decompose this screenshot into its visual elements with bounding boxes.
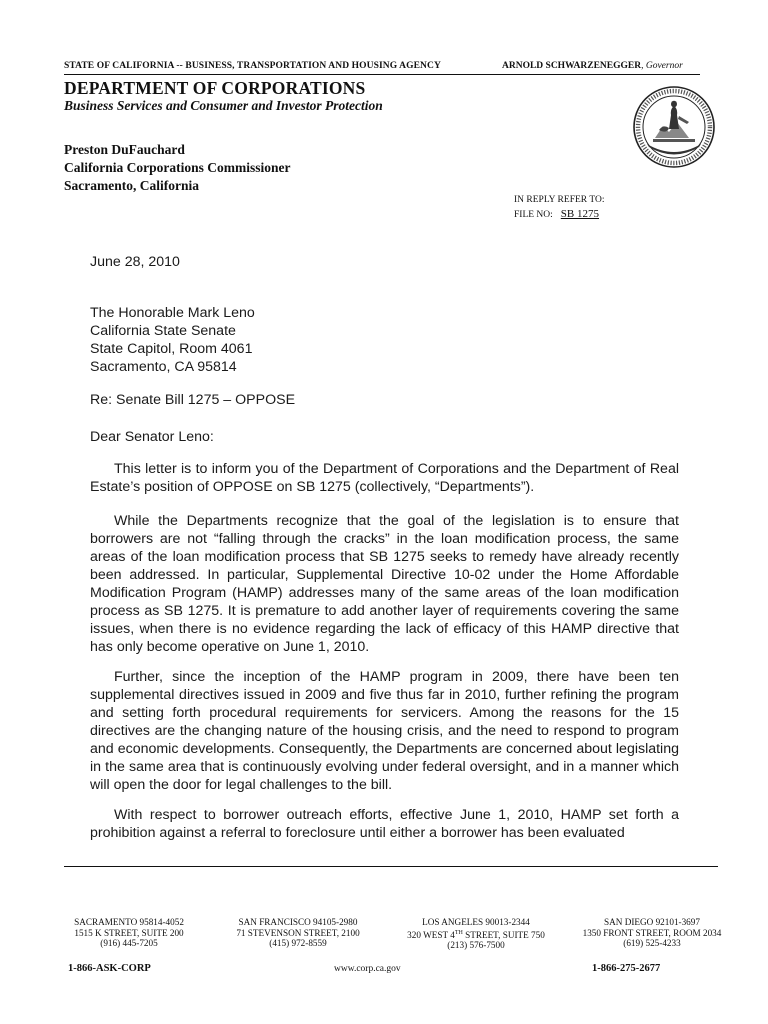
governor-name: ARNOLD SCHWARZENEGGER (502, 61, 642, 71)
office-street (395, 928, 557, 941)
commissioner-location: Sacramento, California (64, 178, 199, 193)
office-phone: (619) 525-4233 (623, 938, 681, 948)
office-street-suffix: TH (454, 929, 463, 936)
recipient-line: California State Senate (90, 323, 236, 339)
reply-reference (514, 193, 604, 222)
reply-refer-label: IN REPLY REFER TO: (514, 195, 605, 205)
office-sacramento (54, 917, 204, 949)
governor-title: , Governor (641, 61, 683, 71)
office-street: 71 STEVENSON STREET, 2100 (236, 927, 360, 938)
office-street: 1515 K STREET, SUITE 200 (74, 927, 184, 938)
letter-date: June 28, 2010 (90, 254, 180, 270)
office-city: SACRAMENTO 95814-4052 (74, 917, 184, 927)
file-number-line (514, 207, 604, 222)
office-phone: (213) 576-7500 (447, 940, 505, 951)
salutation: Dear Senator Leno: (90, 429, 214, 445)
office-city: SAN DIEGO 92101-3697 (604, 917, 700, 927)
recipient-line: State Capitol, Room 4061 (90, 341, 253, 357)
office-los-angeles (395, 917, 557, 951)
subject-line: Re: Senate Bill 1275 – OPPOSE (90, 392, 296, 408)
body-paragraph: With respect to borrower outreach efforts, effective June 1, 2010, HAMP set forth a prohibition against a referral to foreclosure until either a borrower has been evaluated (90, 807, 679, 841)
body-paragraph: Further, since the inception of the HAMP program in 2009, there have been ten supplemental directives issued in 2009 and five thus far in 2010, further refining the program and setting forth procedural requirements for servicers. Among the reasons for the 15 directives are the changing nature of the housing crisis, and the need to respond to program and economic developments. Consequently, the Departments are concerned about legislating in the same area that is continuously evolving under federal oversight, and in a manner which will open the door for legal challenges to the bill. (90, 669, 679, 793)
toll-free-phone-numeric: 1-866-275-2677 (592, 963, 661, 974)
office-phone: (415) 972-8559 (269, 938, 327, 948)
website-link[interactable]: www.corp.ca.gov (334, 964, 401, 974)
department-name: DEPARTMENT OF CORPORATIONS (64, 78, 366, 98)
governor-line (502, 61, 683, 71)
commissioner-block (64, 141, 291, 195)
letterhead-agency-line (64, 61, 700, 75)
body-paragraph: While the Departments recognize that the goal of the legislation is to ensure that borrowers are not “falling through the cracks” in the loan modification process, the same areas of the loan modification process that SB 1275 seeks to remedy have already recently been addressed. In particular, Supplemental Directive 10-02 under the Home Affordable Modification Program (HAMP) addresses many of the same areas of the loan modification process as SB 1275. It is premature to add another layer of requirements covering the same issues, when there is no evidence regarding the lack of efficacy of this HAMP directive that has only become operative on June 1, 2010. (90, 513, 679, 655)
commissioner-name: Preston DuFauchard (64, 142, 185, 157)
recipient-address (90, 304, 255, 376)
office-street-part: 320 WEST 4 (407, 929, 455, 940)
office-street-part: STREET, SUITE 750 (462, 929, 545, 940)
great-seal-of-california-icon (633, 86, 715, 168)
recipient-line: Sacramento, CA 95814 (90, 359, 237, 375)
office-street: 1350 FRONT STREET, ROOM 2034 (582, 927, 722, 938)
office-city: SAN FRANCISCO 94105-2980 (238, 917, 358, 927)
department-subtitle: Business Services and Consumer and Investor Protection (64, 98, 383, 113)
file-number-label: FILE NO: (514, 210, 553, 220)
body-paragraph: This letter is to inform you of the Department of Corporations and the Department of Real Estate’s position of OPPOSE on SB 1275 (collectively, “Departments”). (90, 461, 679, 495)
footer-divider (64, 866, 718, 867)
commissioner-title: California Corporations Commissioner (64, 160, 291, 175)
office-san-francisco (223, 917, 373, 949)
file-number-value: SB 1275 (560, 208, 600, 220)
agency-name: STATE OF CALIFORNIA -- BUSINESS, TRANSPORTATION AND HOUSING AGENCY (64, 61, 441, 71)
office-phone: (916) 445-7205 (100, 938, 158, 948)
recipient-line: The Honorable Mark Leno (90, 305, 255, 321)
office-city: LOS ANGELES 90013-2344 (422, 917, 530, 927)
office-san-diego (570, 917, 734, 949)
toll-free-phone: 1-866-ASK-CORP (68, 963, 151, 974)
